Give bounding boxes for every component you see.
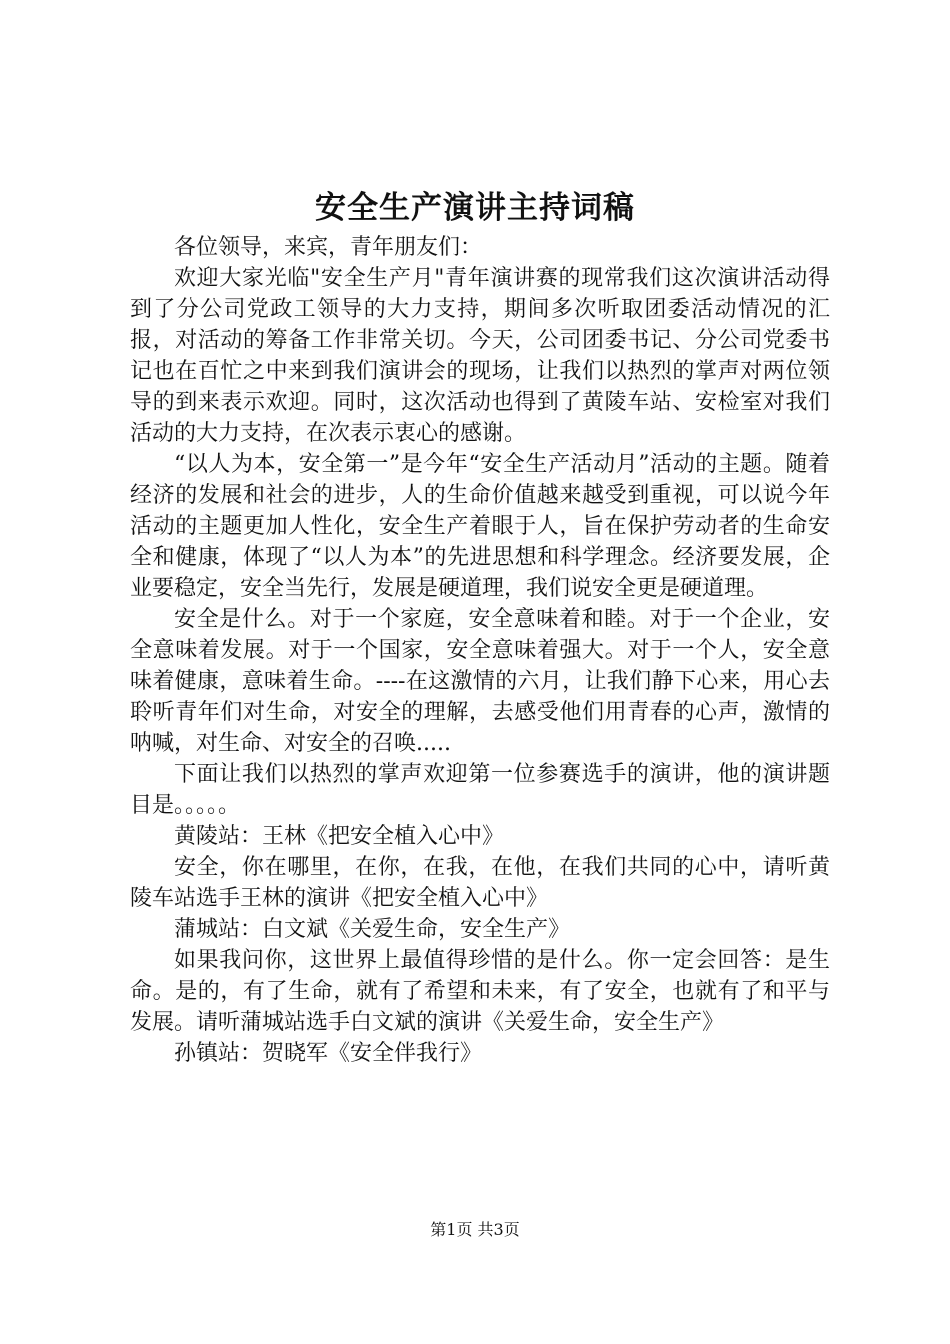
paragraph-speaker-pucheng: 蒲城站：白文斌《关爱生命，安全生产》 <box>174 917 571 942</box>
paragraph-safety-meaning: 安全是什么。对于一个家庭，安全意味着和睦。对于一个企业，安全意味着发展。对于一个国家，安全意味着强大。对于一个人，安全意味着健康，意味着生命。----在这激情的六月，让我们静下心来，用心去聆听青年们对生命，对安全的理解，去感受他们用青春的心声，激情的呐喊，对生命、对安全的召唤..... <box>130 607 830 756</box>
paragraph-pucheng-intro: 如果我问你，这世界上最值得珍惜的是什么。你一定会回答：是生命。是的，有了生命，就有了希望和未来，有了安全，也就有了和平与发展。请听蒲城站选手白文斌的演讲《关爱生命，安全生产》 <box>130 948 830 1035</box>
page-number-footer: 第1页 共3页 <box>430 1220 520 1239</box>
document-body <box>130 232 830 1069</box>
paragraph-huangling-intro: 安全，你在哪里，在你，在我，在他，在我们共同的心中，请听黄陵车站选手王林的演讲《把安全植入心中》 <box>130 855 830 911</box>
paragraph-speaker-sunzhen: 孙镇站：贺晓军《安全伴我行》 <box>174 1041 483 1066</box>
paragraph-first-speaker-intro: 下面让我们以热烈的掌声欢迎第一位参赛选手的演讲，他的演讲题目是。。。。。 <box>130 762 830 818</box>
paragraph-greeting: 各位领导，来宾，青年朋友们： <box>174 235 483 260</box>
paragraph-speaker-huangling: 黄陵站：王林《把安全植入心中》 <box>174 824 505 849</box>
paragraph-theme: “以人为本，安全第一”是今年“安全生产活动月”活动的主题。随着经济的发展和社会的进步，人的生命价值越来越受到重视，可以说今年活动的主题更加人性化，安全生产着眼于人，旨在保护劳动者的生命安全和健康，体现了“以人为本”的先进思想和科学理念。经济要发展，企业要稳定，安全当先行，发展是硬道理，我们说安全更是硬道理。 <box>130 452 830 601</box>
document-title: 安全生产演讲主持词稿 <box>315 190 635 226</box>
paragraph-welcome: 欢迎大家光临"安全生产月"青年演讲赛的现常我们这次演讲活动得到了分公司党政工领导的大力支持，期间多次听取团委活动情况的汇报，对活动的筹备工作非常关切。今天，公司团委书记、分公司党委书记也在百忙之中来到我们演讲会的现场，让我们以热烈的掌声对两位领导的到来表示欢迎。同时，这次活动也得到了黄陵车站、安检室对我们活动的大力支持，在次表示衷心的感谢。 <box>130 266 830 446</box>
